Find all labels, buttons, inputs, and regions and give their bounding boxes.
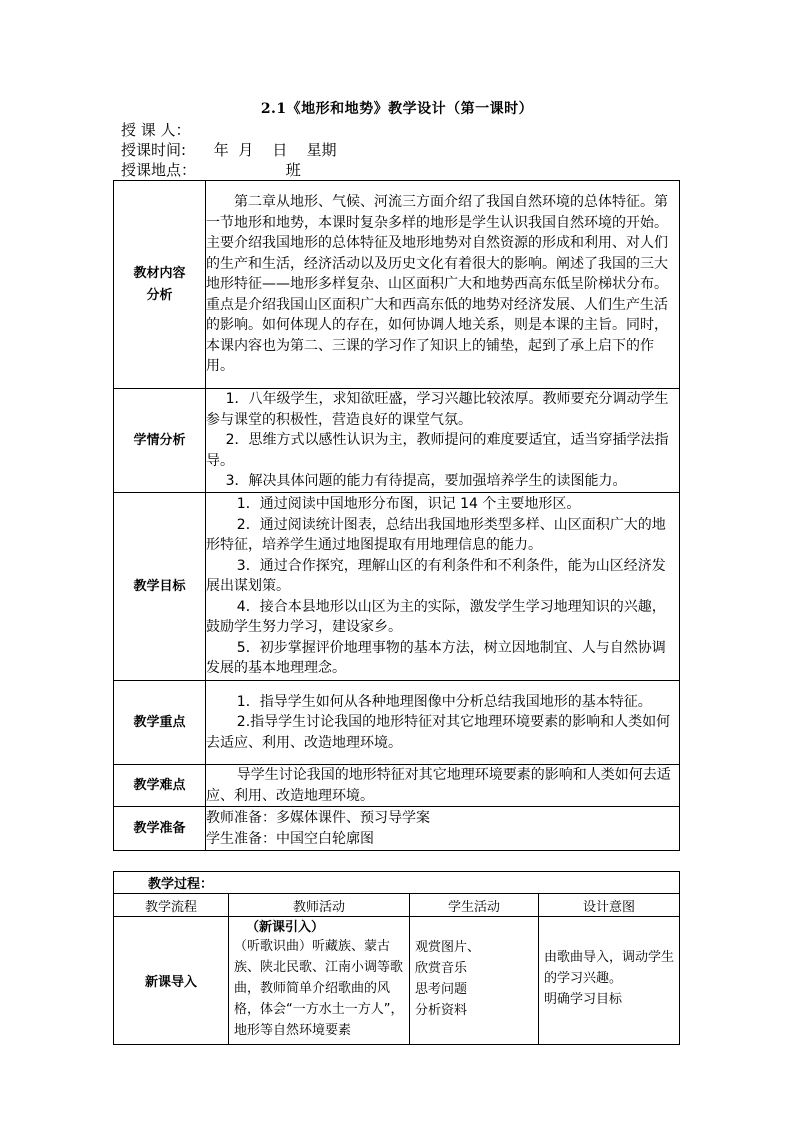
teacher-activity-text: （听歌识曲）听藏族、蒙古族、陕北民歌、江南小调等歌曲，教师简单介绍歌曲的风格，体会“一方水土一方人”，地形等自然环境要素 xyxy=(234,939,404,1038)
time-label: 授课时间: xyxy=(121,141,187,159)
section-body xyxy=(206,807,680,851)
section-paragraph: 1．通过阅读中国地形分布图，识记 14 个主要地形区。 xyxy=(236,496,581,513)
place-value: 班 xyxy=(285,161,301,179)
stage-cell: 新课导入 xyxy=(114,917,229,1045)
section-body xyxy=(206,181,680,389)
section-label xyxy=(114,493,206,681)
section-row xyxy=(114,181,680,389)
student-activity-cell xyxy=(410,917,539,1045)
section-paragraph: 5．初步掌握评价地理事物的基本方法，树立因地制宜、人与自然协调发展的基本地理理念。 xyxy=(206,639,666,677)
process-header-row xyxy=(114,894,680,917)
section-paragraph: 第二章从地形、气候、河流三方面介绍了我国自然环境的总体特征。第一节地形和地势，本课时复杂多样的地形是学生认识我国自然环境的开始。主要介绍我国地形的总体特征及地形地势对自然资源的形成和利用、对人们的生产和生活，经济活动以及历史文化有着很大的影响。阐述了我国的三大地形特征——地形多样复杂、山区面积广大和地势西高东低呈阶梯状分布。重点是介绍我国山区面积广大和西高东低的地势对经济发展、人们生产生活的影响。如何体现人的存在，如何协调人地关系，则是本课的主旨。同时，本课内容也为第二、三课的学习作了知识上的铺垫，起到了承上启下的作用。 xyxy=(206,194,668,375)
section-paragraph: 2．通过阅读统计图表，总结出我国地形类型多样、山区面积广大的地形特征，培养学生通过地图提取有用地理信息的能力。 xyxy=(206,516,666,554)
section-label-line: 教学重点 xyxy=(133,714,186,730)
time-row xyxy=(121,139,336,160)
document-title: 2.1《地形和地势》教学设计（第一课时） xyxy=(260,101,534,117)
section-label xyxy=(114,807,206,851)
section-label-line: 学情分析 xyxy=(133,432,186,448)
design-table xyxy=(113,180,680,851)
teacher-activity-cell xyxy=(229,917,410,1045)
column-header: 教学流程 xyxy=(114,894,229,917)
teacher-label: 授 课 人： xyxy=(121,121,191,139)
section-paragraph: 1．指导学生如何从各种地理图像中分析总结我国地形的基本特征。 xyxy=(236,693,652,710)
section-paragraph: 3．解决具体问题的能力有待提高，要加强培养学生的读图能力。 xyxy=(225,473,627,490)
process-table xyxy=(113,871,680,1045)
design-intent-cell xyxy=(539,917,680,1045)
student-activity-item: 欣赏音乐 xyxy=(415,961,468,976)
section-label xyxy=(114,765,206,807)
section-body xyxy=(206,389,680,493)
section-paragraph: 3．通过合作探究，理解山区的有利条件和不利条件，能为山区经济发展出谋划策。 xyxy=(206,557,666,595)
section-paragraph: 1．八年级学生，求知欲旺盛，学习兴趣比较浓厚。教师要充分调动学生参与课堂的积极性，营造良好的课堂气氛。 xyxy=(206,391,669,428)
column-header: 设计意图 xyxy=(539,894,680,917)
design-intent-item: 由歌曲导入，调动学生的学习兴趣。 xyxy=(544,950,675,986)
design-intent-item: 明确学习目标 xyxy=(544,992,623,1007)
column-header: 学生活动 xyxy=(410,894,539,917)
section-row xyxy=(114,681,680,765)
student-activity-item: 思考问题 xyxy=(415,982,468,997)
section-body xyxy=(206,765,680,807)
section-label-line: 教学准备 xyxy=(133,820,186,836)
section-paragraph: 教师准备：多媒体课件、预习导学案 xyxy=(206,810,430,826)
section-label xyxy=(114,181,206,389)
process-row xyxy=(114,917,680,1045)
section-row xyxy=(114,765,680,807)
section-body xyxy=(206,681,680,765)
student-activity-item: 观赏图片、 xyxy=(415,940,481,955)
section-row xyxy=(114,389,680,493)
section-body xyxy=(206,493,680,681)
section-paragraph: 2．思维方式以感性认识为主，教师提问的难度要适宜，适当穿插学法指导。 xyxy=(206,432,669,469)
section-label-line: 教学目标 xyxy=(133,578,186,594)
section-paragraph: 4．接合本县地形以山区为主的实际，激发学生学习地理知识的兴趣，鼓励学生努力学习，建设家乡。 xyxy=(206,598,666,636)
place-row xyxy=(121,159,301,180)
teacher-activity-title: （新课引入） xyxy=(246,920,325,935)
section-paragraph: 导学生讨论我国的地形特征对其它地理环境要素的影响和人类如何去适应、利用、改造地理环境。 xyxy=(206,767,671,804)
section-row xyxy=(114,493,680,681)
section-label-line: 分析 xyxy=(146,287,173,303)
section-label xyxy=(114,389,206,493)
section-paragraph: 学生准备：中国空白轮廓图 xyxy=(206,830,374,847)
student-activity-item: 分析资料 xyxy=(415,1003,468,1018)
section-paragraph: 2.指导学生讨论我国的地形特征对其它地理环境要素的影响和人类如何去适应、利用、改造地理环境。 xyxy=(206,714,671,751)
teacher-row xyxy=(121,119,191,140)
process-heading: 教学过程： xyxy=(114,872,680,894)
place-label: 授课地点： xyxy=(121,161,197,179)
time-value: 年 月 日 星期 xyxy=(213,141,337,159)
section-label xyxy=(114,681,206,765)
section-label-line: 教材内容 xyxy=(133,265,186,281)
section-row xyxy=(114,807,680,851)
section-label-line: 教学难点 xyxy=(133,777,186,793)
column-header: 教师活动 xyxy=(229,894,410,917)
